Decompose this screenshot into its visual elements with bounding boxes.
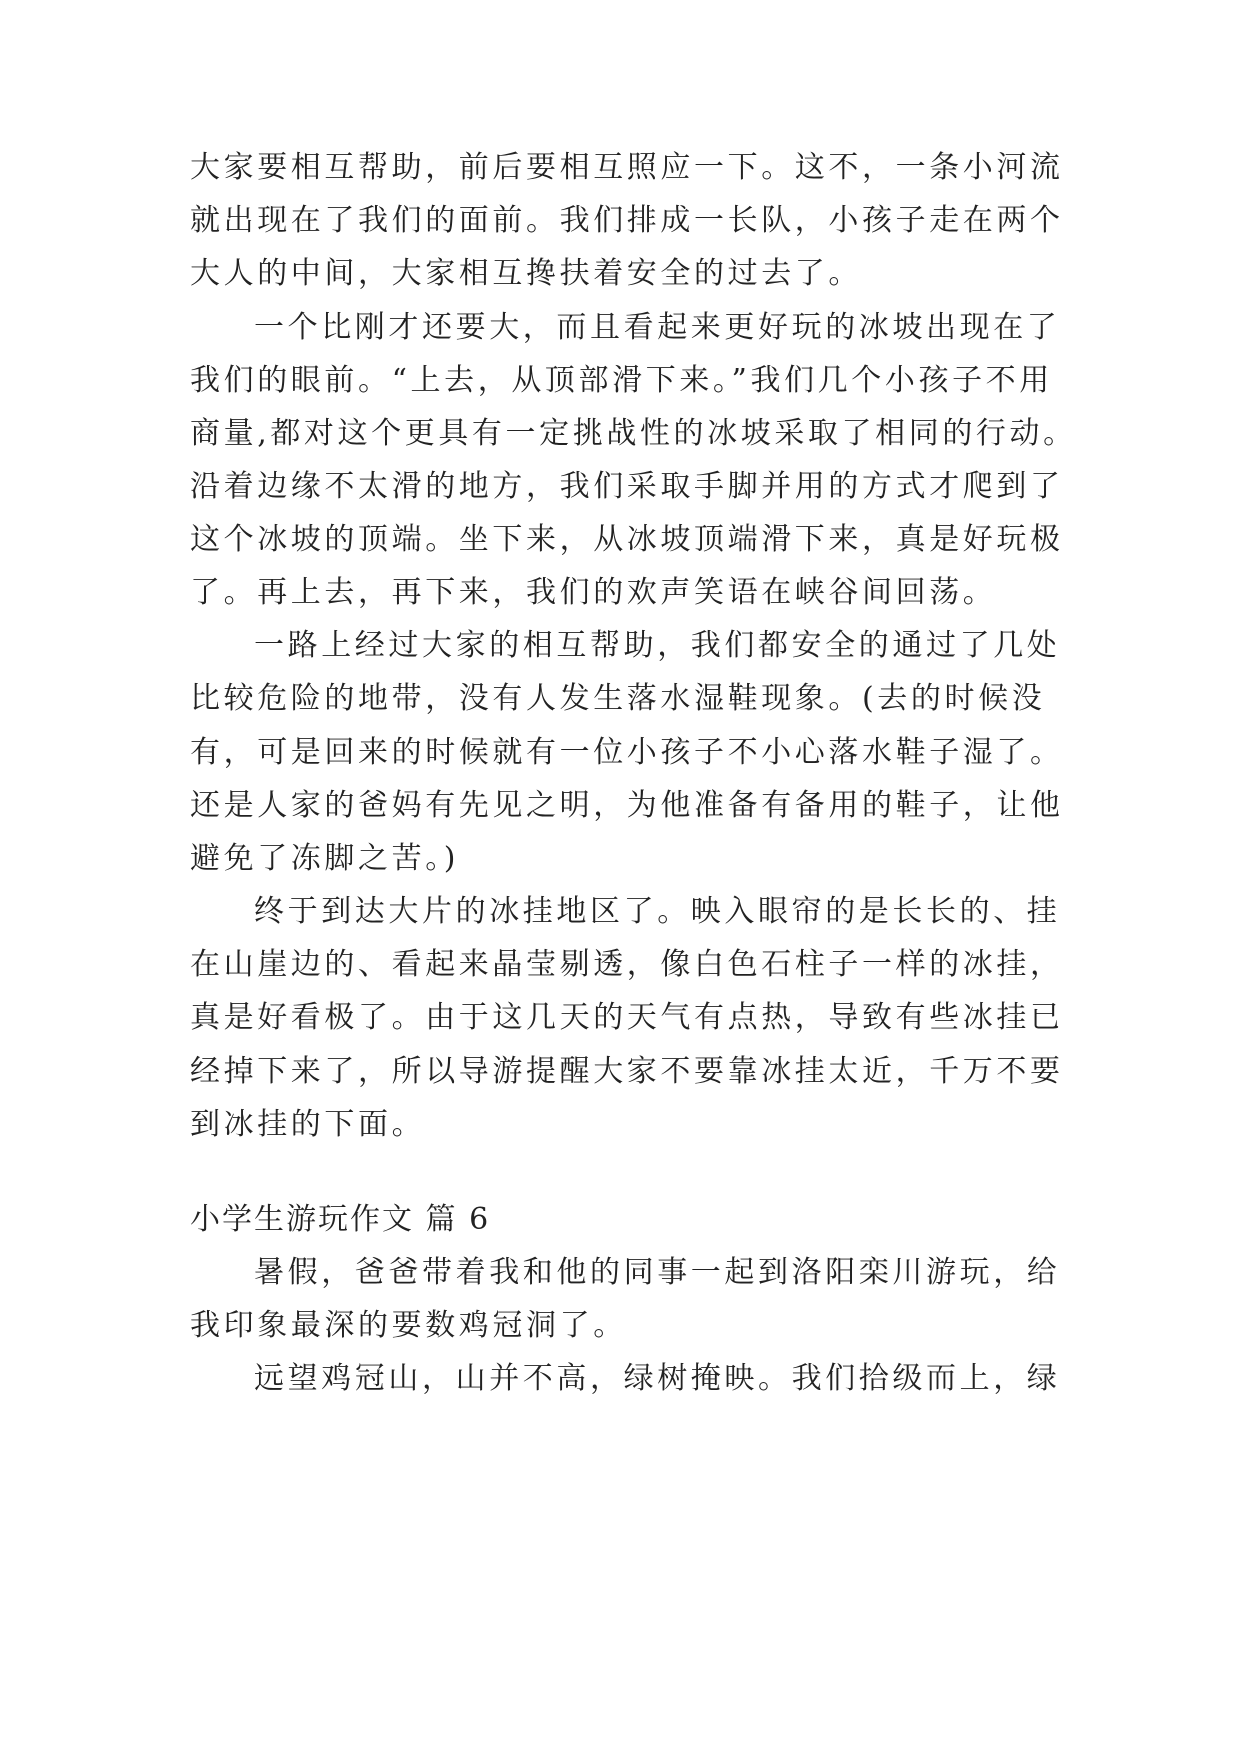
paragraph-first-line: 远望鸡冠山，山并不高，绿树掩映。我们拾级而上，绿 — [254, 1361, 1061, 1396]
text-line: 这个冰坡的顶端。坐下来，从冰坡顶端滑下来，真是好玩极 — [190, 522, 1064, 557]
text-line: 了。再上去，再下来，我们的欢声笑语在峡谷间回荡。 — [190, 575, 997, 610]
paragraph-first-line: 一个比刚才还要大，而且看起来更好玩的冰坡出现在了 — [254, 310, 1061, 345]
text-line: 在山崖边的、看起来晶莹剔透，像白色石柱子一样的冰挂， — [190, 947, 1064, 982]
text-line: 真是好看极了。由于这几天的天气有点热，导致有些冰挂已 — [190, 1000, 1064, 1035]
text-line: 我印象最深的要数鸡冠洞了。 — [190, 1308, 627, 1343]
paragraph-first-line: 终于到达大片的冰挂地区了。映入眼帘的是长长的、挂 — [254, 894, 1061, 929]
text-line: 我们的眼前。“上去，从顶部滑下来。”我们几个小孩子不用 — [190, 363, 1053, 398]
paragraph-first-line: 暑假，爸爸带着我和他的同事一起到洛阳栾川游玩，给 — [254, 1255, 1061, 1290]
section-heading: 小学生游玩作文 篇 6 — [190, 1202, 491, 1237]
text-line: 还是人家的爸妈有先见之明，为他准备有备用的鞋子，让他 — [190, 788, 1064, 823]
text-line: 大人的中间，大家相互搀扶着安全的过去了。 — [190, 256, 862, 291]
text-line: 有，可是回来的时候就有一位小孩子不小心落水鞋子湿了。 — [190, 735, 1064, 770]
text-line: 就出现在了我们的面前。我们排成一长队，小孩子走在两个 — [190, 203, 1064, 238]
text-line: 商量,都对这个更具有一定挑战性的冰坡采取了相同的行动。 — [190, 416, 1077, 451]
text-line: 经掉下来了，所以导游提醒大家不要靠冰挂太近，千万不要 — [190, 1054, 1064, 1089]
text-line: 避免了冻脚之苦。) — [190, 841, 460, 876]
paragraph-first-line: 一路上经过大家的相互帮助，我们都安全的通过了几处 — [254, 628, 1061, 663]
text-line: 沿着边缘不太滑的地方，我们采取手脚并用的方式才爬到了 — [190, 469, 1064, 504]
text-line: 比较危险的地带，没有人发生落水湿鞋现象。(去的时候没 — [190, 681, 1046, 716]
text-line: 大家要相互帮助，前后要相互照应一下。这不，一条小河流 — [190, 150, 1064, 185]
text-line: 到冰挂的下面。 — [190, 1107, 426, 1142]
